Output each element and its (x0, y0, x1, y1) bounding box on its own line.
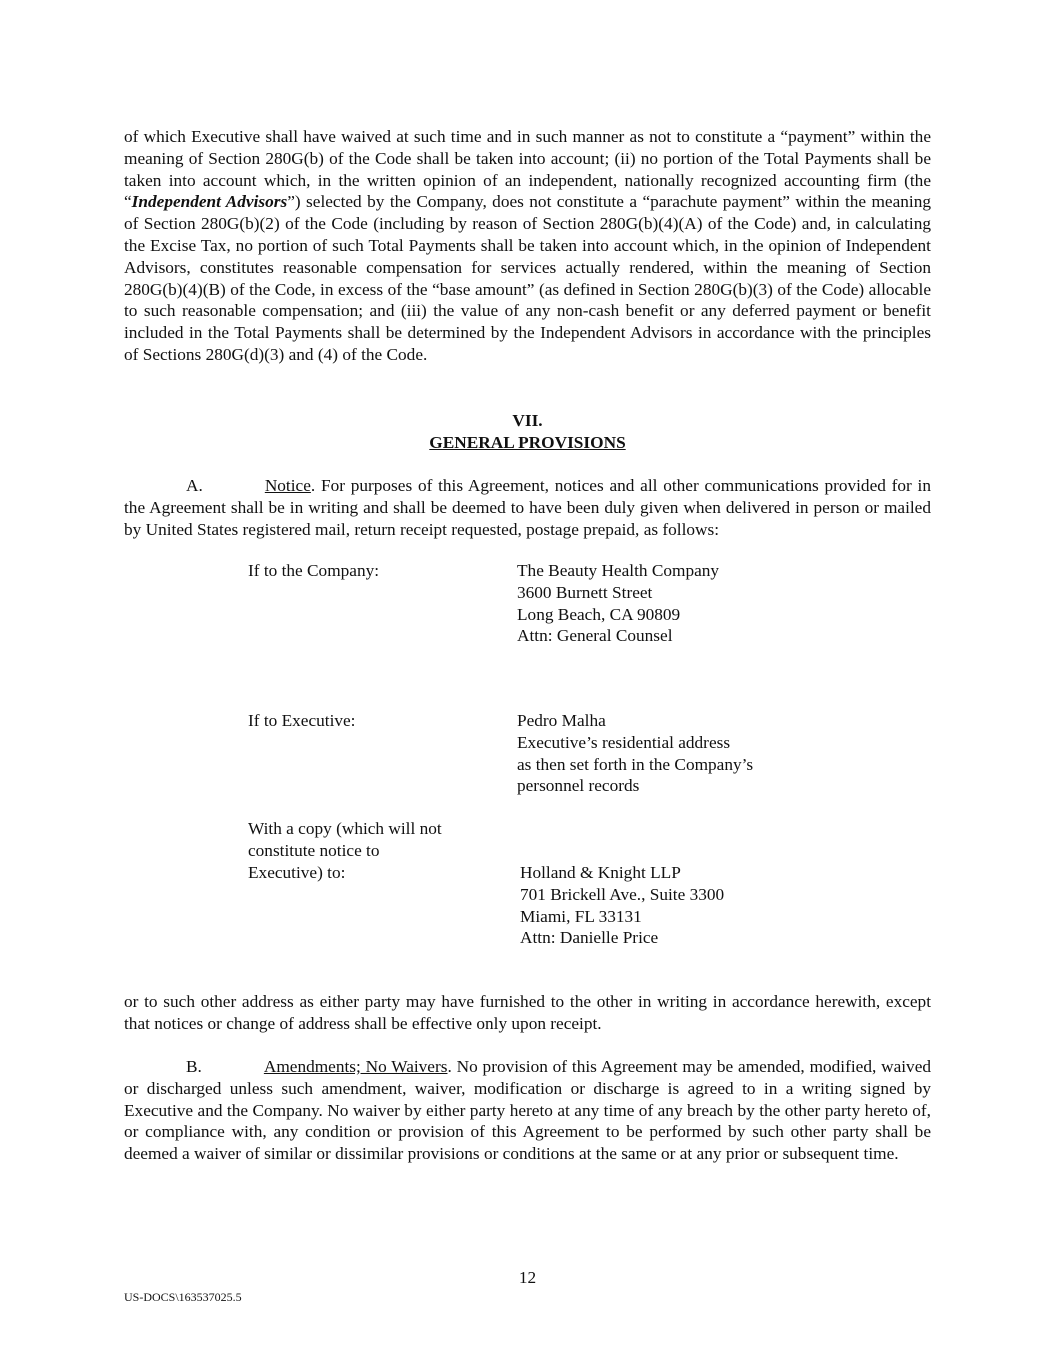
defined-term-independent-advisors: Independent Advisors (131, 192, 288, 212)
paragraph-280g-continuation: of which Executive shall have waived at such time and in such manner as not to constitute a “payment” within the meaning of Section 280G(b) of the Code shall be taken into account; (ii) no portion of the Total Payments shall be taken into account which, in the written opinion of an independent, nationally recognized accounting firm (the “Independent Advisors”) selected by the Company, does not constitute a “parachute payment” within the meaning of Section 280G(b)(2) of the Code (including by reason of Section 280G(b)(4)(A) of the Code) and, in calculating the Excise Tax, no portion of such Total Payments shall be taken into account which, in the opinion of Independent Advisors, constitutes reasonable compensation for services actually rendered, within the meaning of Section 280G(b)(4)(B) of the Code, in excess of the “base amount” (as defined in Section 280G(b)(3) of the Code) allocable to such reasonable compensation; and (iii) the value of any non-cash benefit or any deferred payment or benefit included in the Total Payments shall be determined by the Independent Advisors in accordance with the principles of Sections 280G(d)(3) and (4) of the Code. (124, 127, 931, 364)
page-number: 12 (518, 1268, 537, 1287)
heading-amendments: Amendments; No Waivers (263, 1057, 448, 1076)
document-id: US-DOCS\163537025.5 (124, 1290, 242, 1304)
company-label: If to the Company: (248, 561, 380, 580)
paragraph-notice: A. Notice. For purposes of this Agreement, notices and all other communications provided for in the Agreement shall be in writing and shall be deemed to have been duly given when delivered in person or mailed by United States registered mail, return receipt requested, postage prepaid, as follows: (124, 476, 931, 539)
executive-label: If to Executive: (248, 711, 356, 730)
section-title: GENERAL PROVISIONS (429, 433, 626, 452)
paragraph-address-change: or to such other address as either party may have furnished to the other in writing in accordance herewith, except that notices or change of address shall be effective only upon receipt. (124, 992, 931, 1033)
paragraph-amendments: B. Amendments; No Waivers. No provision of this Agreement may be amended, modified, waived or discharged unless such amendment, waiver, modification or discharge is agreed to in a writing signed by Executive and the Company. No waiver by either party hereto at any time of any breach by the other party hereto of, or compliance with, any condition or provision of this Agreement to be performed by such other party shall be deemed a waiver of similar or dissimilar provisions or conditions at the same or at any prior or subsequent time. (124, 1057, 932, 1164)
company-address: The Beauty Health Company 3600 Burnett Street Long Beach, CA 90809 Attn: General Counsel (517, 561, 720, 646)
copy-label: With a copy (which will not constitute notice to Executive) to: (248, 819, 442, 882)
heading-notice: Notice (264, 476, 311, 495)
section-number: VII. (512, 411, 543, 430)
copy-address: Holland & Knight LLP 701 Brickell Ave., Suite 3300 Miami, FL 33131 Attn: Danielle Price (520, 863, 725, 948)
executive-address: Pedro Malha Executive’s residential address as then set forth in the Company’s personnel records (517, 711, 754, 796)
